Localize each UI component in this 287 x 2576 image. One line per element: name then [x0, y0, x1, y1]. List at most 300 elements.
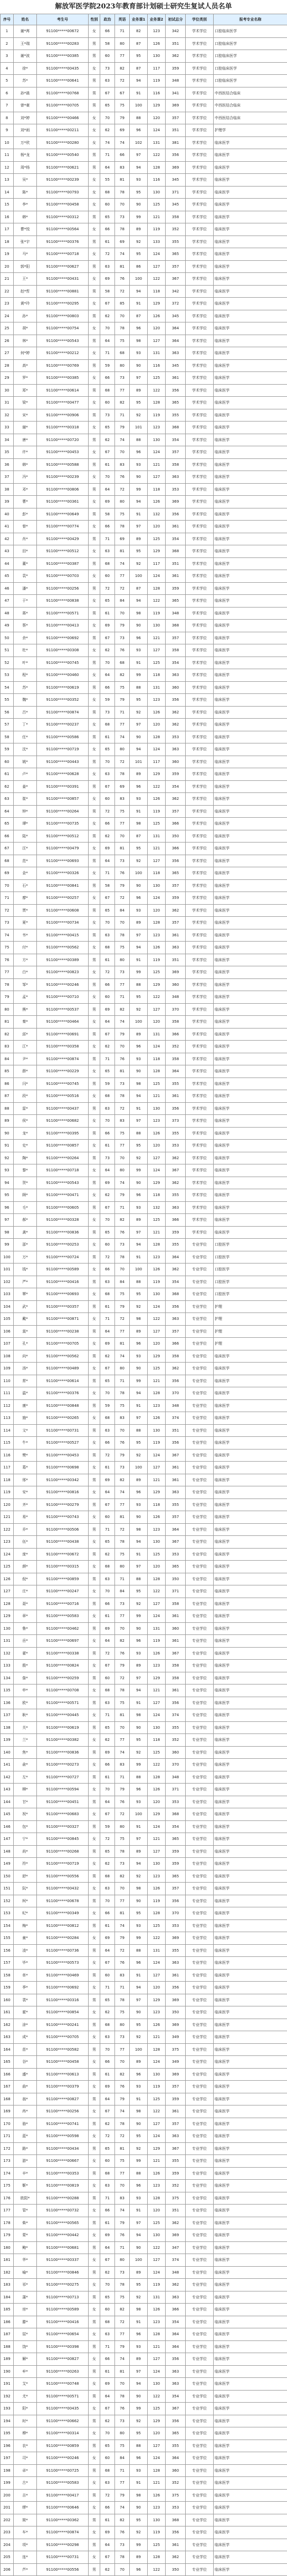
cell-name: 吕* [14, 706, 37, 719]
cell-major: 临床医学 [214, 570, 287, 583]
cell-exam-id: 91100*****00713 [37, 2291, 89, 2304]
cell-gender: 男 [89, 1276, 100, 1288]
cell-exam-id: 91100*****00256 [37, 2105, 89, 2118]
cell-index: 86 [1, 1078, 14, 1090]
cell-subject-2: 128 [148, 1239, 166, 1251]
cell-english: 81 [115, 1065, 130, 1078]
cell-gender: 女 [89, 1957, 100, 1970]
cell-index: 46 [1, 582, 14, 595]
table-row [1, 1808, 287, 1821]
cell-degree-type: 专业学位 [186, 2081, 214, 2093]
cell-degree-type: 学术学位 [186, 942, 214, 954]
cell-subject-2: 120 [148, 1338, 166, 1350]
cell-english: 82 [115, 397, 130, 409]
cell-english: 75 [115, 335, 130, 347]
cell-degree-type: 专业学位 [186, 2093, 214, 2105]
cell-english: 72 [115, 285, 130, 298]
cell-total: 362 [166, 719, 186, 731]
cell-total: 357 [166, 260, 186, 273]
cell-degree-type: 专业学位 [186, 2514, 214, 2526]
cell-gender: 男 [89, 1870, 100, 1883]
cell-exam-id: 91100*****00734 [37, 917, 89, 929]
cell-major: 临床医学 [214, 1016, 287, 1029]
cell-name: 顾* [14, 1189, 37, 1202]
cell-exam-id: 91100*****00512 [37, 545, 89, 558]
cell-politics: 58 [100, 37, 115, 50]
cell-major: 临床医学 [214, 397, 287, 409]
cell-subject-1: 96 [130, 632, 148, 644]
cell-english: 75 [115, 1548, 130, 1561]
cell-degree-type: 专业学位 [186, 1610, 214, 1623]
cell-english: 70 [115, 1622, 130, 1635]
cell-gender: 男 [89, 1796, 100, 1808]
cell-gender: 女 [89, 2304, 100, 2316]
cell-total: 371 [166, 1585, 186, 1598]
col-header-english: 英语 [115, 14, 130, 25]
cell-subject-2: 124 [148, 1164, 166, 1177]
cell-subject-2: 127 [148, 2353, 166, 2366]
cell-subject-1: 90 [130, 1177, 148, 1189]
cell-exam-id: 91100*****00586 [37, 731, 89, 743]
table-row [1, 359, 287, 372]
cell-index: 96 [1, 1201, 14, 1214]
cell-exam-id: 91100*****00846 [37, 2266, 89, 2279]
table-row [1, 422, 287, 434]
cell-degree-type: 学术学位 [186, 397, 214, 409]
cell-gender: 男 [89, 2043, 100, 2056]
cell-degree-type: 专业学位 [186, 1338, 214, 1350]
cell-index: 193 [1, 2403, 14, 2415]
cell-name: 贺* [14, 1177, 37, 1189]
cell-name: 常* [14, 1375, 37, 1387]
cell-subject-1: 90 [130, 1721, 148, 1734]
cell-politics: 67 [100, 2105, 115, 2118]
cell-english: 79 [115, 1028, 130, 1041]
cell-politics: 67 [100, 87, 115, 100]
cell-subject-2: 127 [148, 1598, 166, 1610]
cell-major: 临床医学 [214, 2551, 287, 2564]
cell-gender: 女 [89, 1734, 100, 1747]
cell-index: 159 [1, 1982, 14, 1994]
cell-index: 151 [1, 1883, 14, 1895]
cell-english: 84 [115, 1585, 130, 1598]
cell-english: 77 [115, 570, 130, 583]
cell-major: 临床医学 [214, 1684, 287, 1697]
cell-degree-type: 学术学位 [186, 347, 214, 360]
table-row [1, 1152, 287, 1164]
table-row [1, 161, 287, 174]
cell-total: 363 [166, 2291, 186, 2304]
table-row [1, 1462, 287, 1474]
cell-name: 蒲* [14, 2291, 37, 2304]
cell-total: 354 [166, 533, 186, 545]
cell-total: 375 [166, 2489, 186, 2502]
cell-index: 122 [1, 1523, 14, 1536]
table-row [1, 1610, 287, 1623]
table-row [1, 1201, 287, 1214]
cell-politics: 68 [100, 1870, 115, 1883]
cell-total: 362 [166, 2217, 186, 2229]
table-row [1, 2142, 287, 2155]
cell-english: 84 [115, 1276, 130, 1288]
cell-gender: 女 [89, 2452, 100, 2465]
cell-gender: 男 [89, 1820, 100, 1833]
cell-degree-type: 专业学位 [186, 2365, 214, 2378]
cell-english: 68 [115, 347, 130, 360]
cell-degree-type: 学术学位 [186, 285, 214, 298]
cell-degree-type: 专业学位 [186, 2316, 214, 2328]
cell-major: 临床医学 [214, 929, 287, 942]
cell-exam-id: 91100*****00654 [37, 2328, 89, 2341]
cell-gender: 男 [89, 87, 100, 100]
cell-major: 临床医学 [214, 199, 287, 211]
cell-politics: 70 [100, 917, 115, 929]
cell-major: 临床医学 [214, 1845, 287, 1858]
cell-politics: 67 [100, 446, 115, 459]
cell-subject-1: 94 [130, 1982, 148, 1994]
table-row [1, 1622, 287, 1635]
cell-gender: 女 [89, 2526, 100, 2539]
cell-subject-1: 88 [130, 681, 148, 694]
cell-degree-type: 学术学位 [186, 929, 214, 942]
cell-exam-id: 91100*****00464 [37, 1016, 89, 1029]
cell-subject-1: 93 [130, 904, 148, 917]
cell-exam-id: 91100*****00379 [37, 2081, 89, 2093]
cell-exam-id: 91100*****00512 [37, 830, 89, 843]
cell-degree-type: 专业学位 [186, 1462, 214, 1474]
cell-politics: 61 [100, 1300, 115, 1313]
cell-name: 饶* [14, 2340, 37, 2353]
cell-index: 10 [1, 136, 14, 149]
cell-total: 354 [166, 780, 186, 793]
cell-index: 92 [1, 1152, 14, 1164]
cell-name: 谢*苒 [14, 25, 37, 38]
cell-politics: 70 [100, 2279, 115, 2291]
cell-politics: 66 [100, 223, 115, 236]
cell-gender: 女 [89, 199, 100, 211]
cell-total: 351 [166, 124, 186, 137]
cell-subject-2: 119 [148, 1276, 166, 1288]
table-row [1, 2068, 287, 2081]
cell-subject-2: 125 [148, 1214, 166, 1227]
cell-major: 临床医学 [214, 1474, 287, 1486]
cell-politics: 61 [100, 458, 115, 471]
table-row [1, 2304, 287, 2316]
cell-major: 临床医学 [214, 2539, 287, 2551]
cell-politics: 72 [100, 582, 115, 595]
cell-gender: 女 [89, 2006, 100, 2019]
cell-gender: 女 [89, 595, 100, 608]
cell-index: 200 [1, 2489, 14, 2502]
table-row [1, 719, 287, 731]
cell-subject-2: 120 [148, 1140, 166, 1152]
cell-total: 354 [166, 1820, 186, 1833]
cell-name: 屈* [14, 2328, 37, 2341]
cell-index: 143 [1, 1784, 14, 1796]
cell-english: 70 [115, 2180, 130, 2192]
cell-name: 纪* [14, 1907, 37, 1920]
cell-degree-type: 专业学位 [186, 2526, 214, 2539]
cell-degree-type: 专业学位 [186, 2266, 214, 2279]
cell-gender: 女 [89, 1536, 100, 1549]
cell-subject-2: 125 [148, 199, 166, 211]
cell-english: 73 [115, 2415, 130, 2427]
cell-exam-id: 91100*****00413 [37, 620, 89, 632]
cell-name: 甘* [14, 1796, 37, 1808]
cell-subject-2: 125 [148, 2403, 166, 2415]
table-row [1, 397, 287, 409]
cell-subject-1: 96 [130, 2180, 148, 2192]
cell-index: 29 [1, 372, 14, 385]
cell-subject-2: 121 [148, 1090, 166, 1103]
cell-english: 72 [115, 582, 130, 595]
cell-name: 向* [14, 1350, 37, 1363]
cell-exam-id: 91100*****00284 [37, 1932, 89, 1945]
cell-subject-2: 119 [148, 954, 166, 966]
cell-name: 夏* [14, 917, 37, 929]
cell-gender: 女 [89, 1511, 100, 1524]
cell-name: 牟* [14, 2365, 37, 2378]
cell-english: 80 [115, 1561, 130, 1573]
cell-exam-id: 91100*****00312 [37, 211, 89, 223]
cell-exam-id: 91100*****00506 [37, 1523, 89, 1536]
cell-name: 裴* [14, 1994, 37, 2006]
cell-gender: 女 [89, 843, 100, 855]
cell-name: 颜* [14, 1561, 37, 1573]
cell-gender: 男 [89, 1721, 100, 1734]
cell-gender: 女 [89, 1759, 100, 1771]
cell-degree-type: 学术学位 [186, 273, 214, 286]
cell-english: 74 [115, 2353, 130, 2366]
cell-subject-1: 94 [130, 1239, 148, 1251]
cell-name: 岳* [14, 1635, 37, 1648]
cell-subject-1: 95 [130, 248, 148, 261]
cell-total: 354 [166, 434, 186, 446]
cell-exam-id: 91100*****00376 [37, 1387, 89, 1400]
cell-total: 365 [166, 1561, 186, 1573]
cell-exam-id: 91100*****00614 [37, 1375, 89, 1387]
cell-index: 89 [1, 1115, 14, 1128]
cell-major: 临床医学 [214, 1709, 287, 1722]
cell-major: 临床医学 [214, 1065, 287, 1078]
cell-exam-id: 91100*****00477 [37, 397, 89, 409]
cell-name: 关* [14, 1721, 37, 1734]
cell-gender: 女 [89, 1239, 100, 1251]
cell-subject-1: 90 [130, 1363, 148, 1375]
cell-subject-2: 124 [148, 1957, 166, 1970]
cell-exam-id: 91100*****00395 [37, 1127, 89, 1140]
cell-politics: 67 [100, 298, 115, 310]
cell-subject-2: 123 [148, 1251, 166, 1263]
cell-subject-2: 120 [148, 1796, 166, 1808]
cell-english: 69 [115, 533, 130, 545]
cell-subject-2: 129 [148, 298, 166, 310]
cell-politics: 70 [100, 657, 115, 669]
table-row [1, 136, 287, 149]
cell-subject-1: 94 [130, 1536, 148, 1549]
cell-english: 79 [115, 2340, 130, 2353]
cell-subject-1: 95 [130, 1585, 148, 1598]
cell-index: 74 [1, 929, 14, 942]
cell-politics: 60 [100, 570, 115, 583]
cell-politics: 66 [100, 1127, 115, 1140]
table-row [1, 1214, 287, 1227]
cell-exam-id: 91100*****00583 [37, 1610, 89, 1623]
cell-major: 临床医学 [214, 2514, 287, 2526]
cell-degree-type: 学术学位 [186, 793, 214, 806]
cell-english: 74 [115, 2105, 130, 2118]
cell-subject-2: 121 [148, 2340, 166, 2353]
cell-english: 75 [115, 1288, 130, 1301]
cell-english: 82 [115, 2514, 130, 2526]
cell-degree-type: 专业学位 [186, 1486, 214, 1499]
cell-exam-id: 91100*****00571 [37, 1697, 89, 1709]
cell-gender: 男 [89, 2415, 100, 2427]
cell-index: 8 [1, 112, 14, 124]
cell-subject-2: 124 [148, 1610, 166, 1623]
cell-english: 77 [115, 818, 130, 830]
cell-major: 临床医学 [214, 2403, 287, 2415]
cell-exam-id: 91100*****00288 [37, 2192, 89, 2205]
table-row [1, 681, 287, 694]
cell-subject-1: 87 [130, 310, 148, 322]
cell-politics: 71 [100, 2192, 115, 2205]
cell-index: 129 [1, 1610, 14, 1623]
cell-english: 78 [115, 1536, 130, 1549]
cell-name: 万*欣 [14, 136, 37, 149]
cell-total: 365 [166, 248, 186, 261]
cell-exam-id: 91100*****00247 [37, 1585, 89, 1598]
cell-subject-1: 97 [130, 2365, 148, 2378]
cell-politics: 65 [100, 1721, 115, 1734]
table-row [1, 1994, 287, 2006]
cell-subject-2: 122 [148, 1932, 166, 1945]
cell-politics: 69 [100, 496, 115, 508]
cell-politics: 67 [100, 1957, 115, 1970]
table-row [1, 1115, 287, 1128]
cell-english: 83 [115, 2192, 130, 2205]
cell-major: 临床医学 [214, 248, 287, 261]
table-row [1, 2489, 287, 2502]
cell-name: 周*杨 [14, 161, 37, 174]
table-row [1, 1907, 287, 1920]
cell-subject-2: 123 [148, 25, 166, 38]
cell-politics: 71 [100, 2340, 115, 2353]
cell-subject-2: 128 [148, 1387, 166, 1400]
cell-total: 348 [166, 2266, 186, 2279]
cell-index: 31 [1, 397, 14, 409]
cell-subject-1: 88 [130, 1127, 148, 1140]
cell-index: 57 [1, 719, 14, 731]
cell-subject-1: 97 [130, 521, 148, 533]
cell-english: 75 [115, 508, 130, 521]
cell-politics: 69 [100, 1746, 115, 1759]
cell-subject-1: 88 [130, 1944, 148, 1957]
col-header-index: 序号 [1, 14, 14, 25]
cell-name: 俞* [14, 1759, 37, 1771]
cell-total: 357 [166, 917, 186, 929]
cell-major: 临床医学 [214, 1201, 287, 1214]
cell-subject-2: 128 [148, 2043, 166, 2056]
cell-total: 369 [166, 2019, 186, 2031]
cell-gender: 男 [89, 483, 100, 496]
cell-name: 童* [14, 1932, 37, 1945]
cell-degree-type: 学术学位 [186, 136, 214, 149]
cell-subject-2: 130 [148, 186, 166, 199]
cell-politics: 73 [100, 62, 115, 75]
cell-degree-type: 学术学位 [186, 756, 214, 768]
document-title: 解放军医学院2023年教育部计划硕士研究生复试人员名单 [0, 0, 287, 14]
cell-subject-2: 125 [148, 1548, 166, 1561]
cell-major: 临床医学 [214, 2167, 287, 2180]
table-row [1, 1721, 287, 1734]
cell-index: 38 [1, 483, 14, 496]
cell-exam-id: 91100*****00859 [37, 1573, 89, 1585]
cell-politics: 62 [100, 310, 115, 322]
cell-exam-id: 91100*****00719 [37, 743, 89, 756]
cell-english: 75 [115, 1697, 130, 1709]
cell-subject-2: 128 [148, 2192, 166, 2205]
cell-major: 临床医学 [214, 1127, 287, 1140]
cell-politics: 68 [100, 942, 115, 954]
cell-subject-2: 130 [148, 2378, 166, 2391]
cell-degree-type: 学术学位 [186, 879, 214, 892]
cell-degree-type: 专业学位 [186, 2205, 214, 2217]
cell-subject-1: 92 [130, 1003, 148, 1016]
cell-gender: 男 [89, 359, 100, 372]
cell-exam-id: 91100*****00608 [37, 904, 89, 917]
cell-major: 临床医学 [214, 2353, 287, 2366]
cell-index: 26 [1, 335, 14, 347]
cell-exam-id: 91100*****00540 [37, 149, 89, 162]
cell-name: 路* [14, 2142, 37, 2155]
table-row [1, 1325, 287, 1338]
cell-index: 5 [1, 75, 14, 87]
cell-major: 临床医学 [214, 2464, 287, 2477]
cell-total: 370 [166, 1907, 186, 1920]
cell-total: 357 [166, 112, 186, 124]
cell-major: 临床医学 [214, 161, 287, 174]
cell-gender: 男 [89, 2340, 100, 2353]
cell-major: 护理学 [214, 124, 287, 137]
cell-major: 临床医学 [214, 496, 287, 508]
cell-major: 临床医学 [214, 136, 287, 149]
cell-subject-1: 92 [130, 1152, 148, 1164]
cell-major: 临床医学 [214, 521, 287, 533]
cell-degree-type: 学术学位 [186, 508, 214, 521]
cell-gender: 男 [89, 1895, 100, 1907]
cell-total: 355 [166, 236, 186, 248]
cell-subject-2: 129 [148, 1808, 166, 1821]
cell-subject-2: 128 [148, 1907, 166, 1920]
cell-exam-id: 91100*****00571 [37, 607, 89, 620]
cell-name: 罗* [14, 372, 37, 385]
cell-degree-type: 专业学位 [186, 1932, 214, 1945]
cell-exam-id: 91100*****00239 [37, 471, 89, 484]
cell-subject-1: 99 [130, 1759, 148, 1771]
cell-subject-2: 130 [148, 1536, 166, 1549]
cell-subject-1: 90 [130, 471, 148, 484]
table-row [1, 1796, 287, 1808]
cell-major: 临床医学 [214, 1214, 287, 1227]
cell-major: 临床医学 [214, 632, 287, 644]
cell-name: 滕* [14, 2316, 37, 2328]
cell-subject-1: 93 [130, 174, 148, 187]
cell-exam-id: 91100*****00718 [37, 1164, 89, 1177]
cell-english: 71 [115, 2464, 130, 2477]
cell-politics: 66 [100, 1759, 115, 1771]
table-row [1, 2130, 287, 2143]
